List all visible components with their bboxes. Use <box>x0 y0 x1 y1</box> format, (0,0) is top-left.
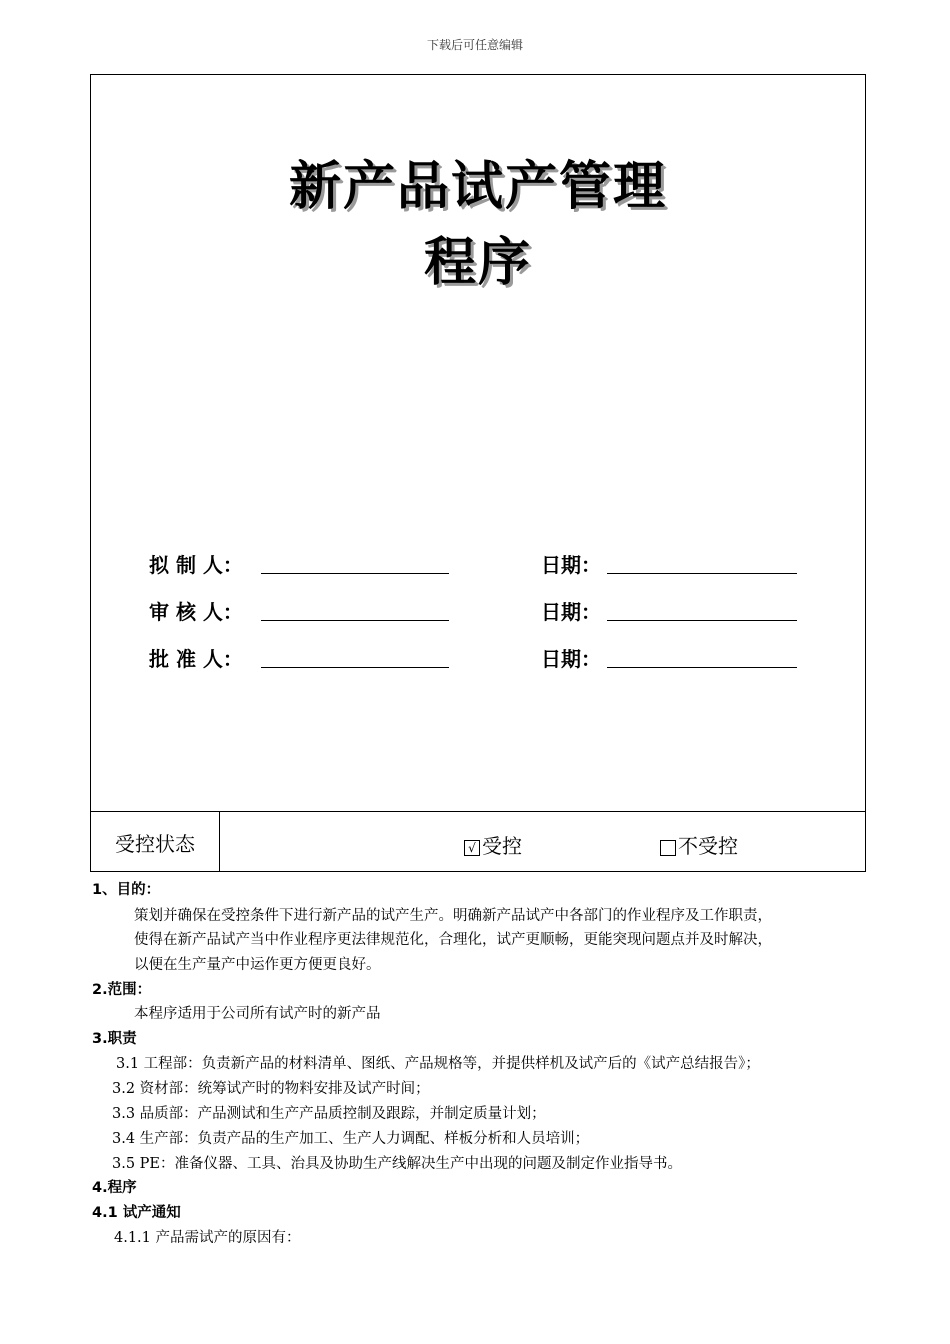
purpose-heading: 1、目的： <box>92 882 161 898</box>
cover-frame <box>90 74 866 872</box>
drafter-date-blank[interactable] <box>607 573 797 574</box>
scope-text: 本程序适用于公司所有试产时的新产品 <box>134 1006 381 1022</box>
duty-item: 3.4 生产部：负责产品的生产加工、生产人力调配、样板分析和人员培训； <box>112 1131 590 1147</box>
purpose-line: 策划并确保在受控条件下进行新产品的试产生产。明确新产品试产中各部门的作业程序及工作职责， <box>134 908 772 924</box>
signature-row-approver <box>149 643 809 673</box>
duty-item: 3.2 资材部：统筹试产时的物料安排及试产时间； <box>112 1081 430 1097</box>
subsection-item: 4.1.1 产品需试产的原因有： <box>114 1230 301 1246</box>
header-note: 下载后可任意编辑 <box>426 38 523 52</box>
signature-row-reviewer <box>149 596 809 626</box>
drafter-date-label: 日期： <box>541 553 601 577</box>
document-title: 新产品试产管理 <box>288 156 667 217</box>
control-status-bar <box>91 811 865 872</box>
reviewer-date-label: 日期： <box>541 600 601 624</box>
purpose-line: 使得在新产品试产当中作业程序更法律规范化，合理化，试产更顺畅，更能突现问题点并及时解决， <box>134 932 772 948</box>
reviewer-date-blank[interactable] <box>607 620 797 621</box>
duty-heading: 3.职责 <box>92 1031 137 1047</box>
uncontrolled-label: 不受控 <box>678 834 738 858</box>
drafter-label: 拟 制 人： <box>149 553 243 577</box>
drafter-blank[interactable] <box>261 573 449 574</box>
approver-blank[interactable] <box>261 667 449 668</box>
signature-row-drafter <box>149 549 809 579</box>
purpose-line: 以便在生产量产中运作更方便更良好。 <box>134 957 381 973</box>
procedure-heading: 4.程序 <box>92 1180 137 1196</box>
control-status-label: 受控状态 <box>91 812 220 872</box>
uncontrolled-option[interactable] <box>660 830 738 859</box>
duty-item: 3.5 PE：准备仪器、工具、治具及协助生产线解决生产中出现的问题及制定作业指导书。 <box>112 1156 683 1172</box>
document-title-line2: 程序 <box>423 232 532 293</box>
reviewer-blank[interactable] <box>261 620 449 621</box>
subsection-heading: 4.1 试产通知 <box>92 1205 181 1221</box>
controlled-label: 受控 <box>482 834 522 858</box>
approver-label: 批 准 人： <box>149 647 243 671</box>
duty-item: 3.1 工程部：负责新产品的材料清单、图纸、产品规格等，并提供样机及试产后的《试产总结报告》； <box>116 1056 760 1072</box>
checkbox-checked-icon[interactable]: √ <box>464 840 480 856</box>
checkbox-empty-icon[interactable] <box>660 840 676 856</box>
reviewer-label: 审 核 人： <box>149 600 243 624</box>
approver-date-blank[interactable] <box>607 667 797 668</box>
duty-item: 3.3 品质部：产品测试和生产产品质控制及跟踪，并制定质量计划； <box>112 1106 546 1122</box>
controlled-option[interactable] <box>464 830 522 859</box>
approver-date-label: 日期： <box>541 647 601 671</box>
scope-heading: 2.范围： <box>92 982 152 998</box>
